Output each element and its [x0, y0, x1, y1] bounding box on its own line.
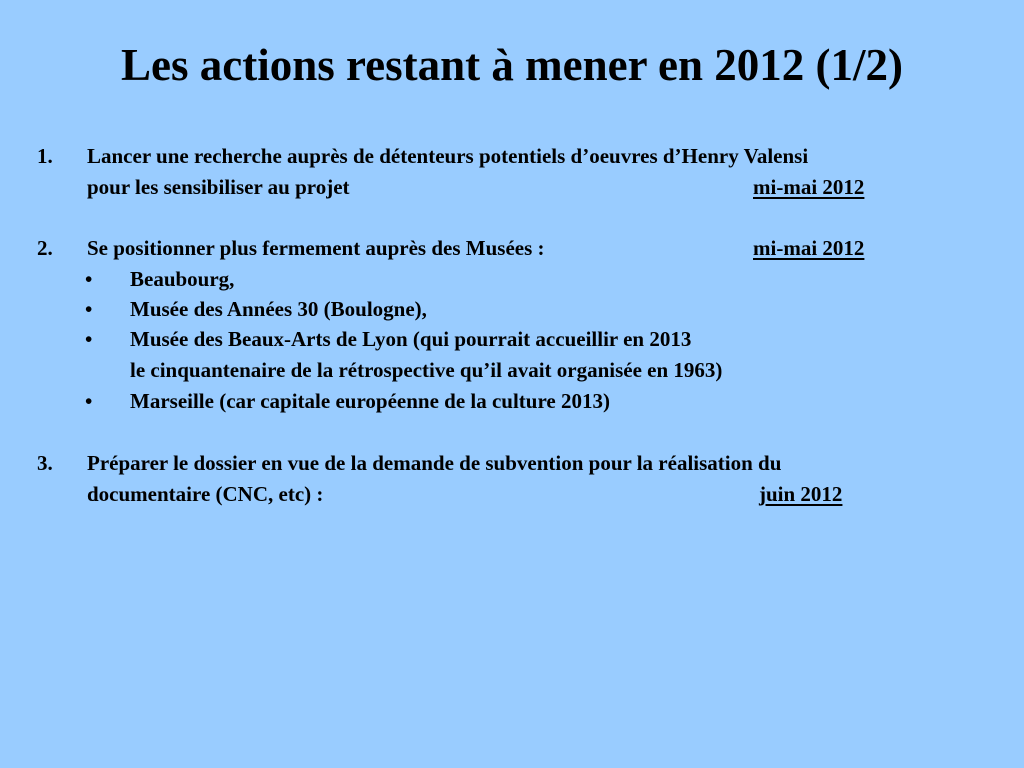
item-number: 3.: [37, 451, 53, 475]
item-text-line: Se positionner plus fermement auprès des Musées :: [87, 236, 545, 260]
bullet-icon: •: [85, 267, 93, 291]
deadline: mi-mai 2012: [753, 175, 865, 199]
bullet-icon: •: [85, 327, 93, 351]
bullet-item: Musée des Beaux-Arts de Lyon (qui pourrait accueillir en 2013: [130, 327, 692, 351]
bullet-icon: •: [85, 389, 93, 413]
slide-title: Les actions restant à mener en 2012 (1/2): [121, 40, 903, 90]
item-number: 1.: [37, 144, 53, 168]
bullet-item: Marseille (car capitale européenne de la culture 2013): [130, 389, 610, 413]
bullet-icon: •: [85, 297, 93, 321]
item-text-line: pour les sensibiliser au projet: [87, 175, 350, 199]
item-text-line: Lancer une recherche auprès de détenteurs potentiels d’oeuvres d’Henry Valensi: [87, 144, 809, 168]
item-text-line: documentaire (CNC, etc) :: [87, 482, 324, 506]
bullet-item-continuation: le cinquantenaire de la rétrospective qu’il avait organisée en 1963): [130, 358, 723, 382]
item-number: 2.: [37, 236, 53, 260]
bullet-item: Beaubourg,: [130, 267, 235, 291]
bullet-item: Musée des Années 30 (Boulogne),: [130, 297, 427, 321]
deadline: juin 2012: [759, 482, 843, 506]
deadline: mi-mai 2012: [753, 236, 865, 260]
item-text-line: Préparer le dossier en vue de la demande de subvention pour la réalisation du: [87, 451, 782, 475]
